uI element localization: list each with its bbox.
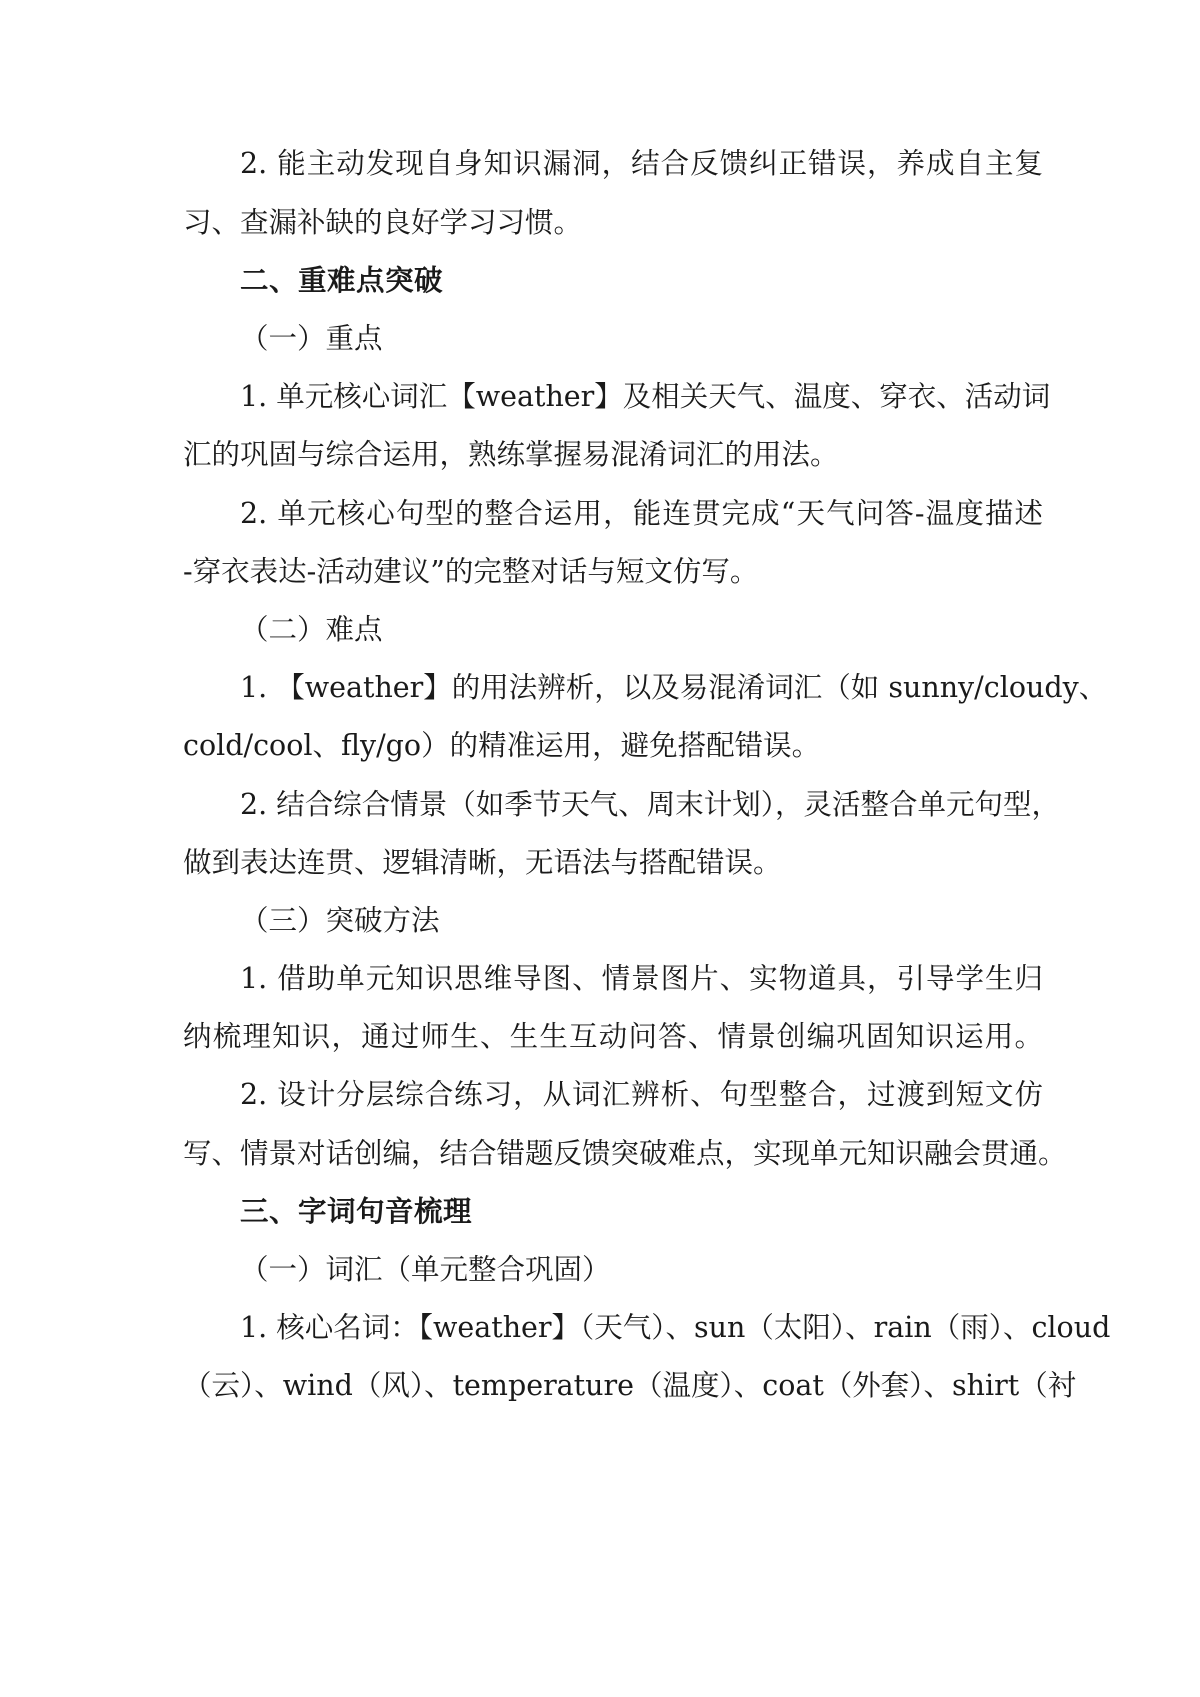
section-heading: 三、字词句音梳理 [240,1195,473,1228]
paragraph-line: （云）、wind（风）、temperature（温度）、coat（外套）、shirt（衬 [183,1369,1077,1402]
paragraph-line: 2. 单元核心句型的整合运用，能连贯完成“天气问答-温度描述 [240,497,1043,530]
section-heading: 二、重难点突破 [240,264,444,297]
paragraph-line: 2. 设计分层综合练习，从词汇辨析、句型整合，过渡到短文仿 [240,1078,1043,1111]
paragraph-line: 汇的巩固与综合运用，熟练掌握易混淆词汇的用法。 [183,438,839,471]
paragraph-line: 1. 单元核心词汇【weather】及相关天气、温度、穿衣、活动词 [240,380,1051,413]
paragraph-line: cold/cool、fly/go）的精准运用，避免搭配错误。 [183,729,821,762]
subsection-heading: （三）突破方法 [240,904,440,937]
subsection-heading: （一）词汇（单元整合巩固） [240,1253,611,1286]
paragraph-line: 1. 【weather】的用法辨析，以及易混淆词汇（如 sunny/cloudy、 [240,671,1108,704]
paragraph-line: 2. 结合综合情景（如季节天气、周末计划），灵活整合单元句型， [240,788,1061,821]
paragraph-line: -穿衣表达-活动建议”的完整对话与短文仿写。 [183,555,759,588]
subsection-heading: （二）难点 [240,613,383,646]
subsection-heading: （一）重点 [240,322,383,355]
paragraph-line: 做到表达连贯、逻辑清晰，无语法与搭配错误。 [183,846,782,879]
paragraph-line: 2. 能主动发现自身知识漏洞，结合反馈纠正错误，养成自主复 [240,147,1043,180]
paragraph-line: 1. 借助单元知识思维导图、情景图片、实物道具，引导学生归 [240,962,1043,995]
paragraph-line: 写、情景对话创编，结合错题反馈突破难点，实现单元知识融会贯通。 [183,1137,1067,1170]
paragraph-line: 1. 核心名词：【weather】（天气）、sun（太阳）、rain（雨）、cloud [240,1311,1111,1344]
paragraph-line: 纳梳理知识，通过师生、生生互动问答、情景创编巩固知识运用。 [183,1020,1043,1053]
paragraph-line: 习、查漏补缺的良好学习习惯。 [183,206,583,239]
